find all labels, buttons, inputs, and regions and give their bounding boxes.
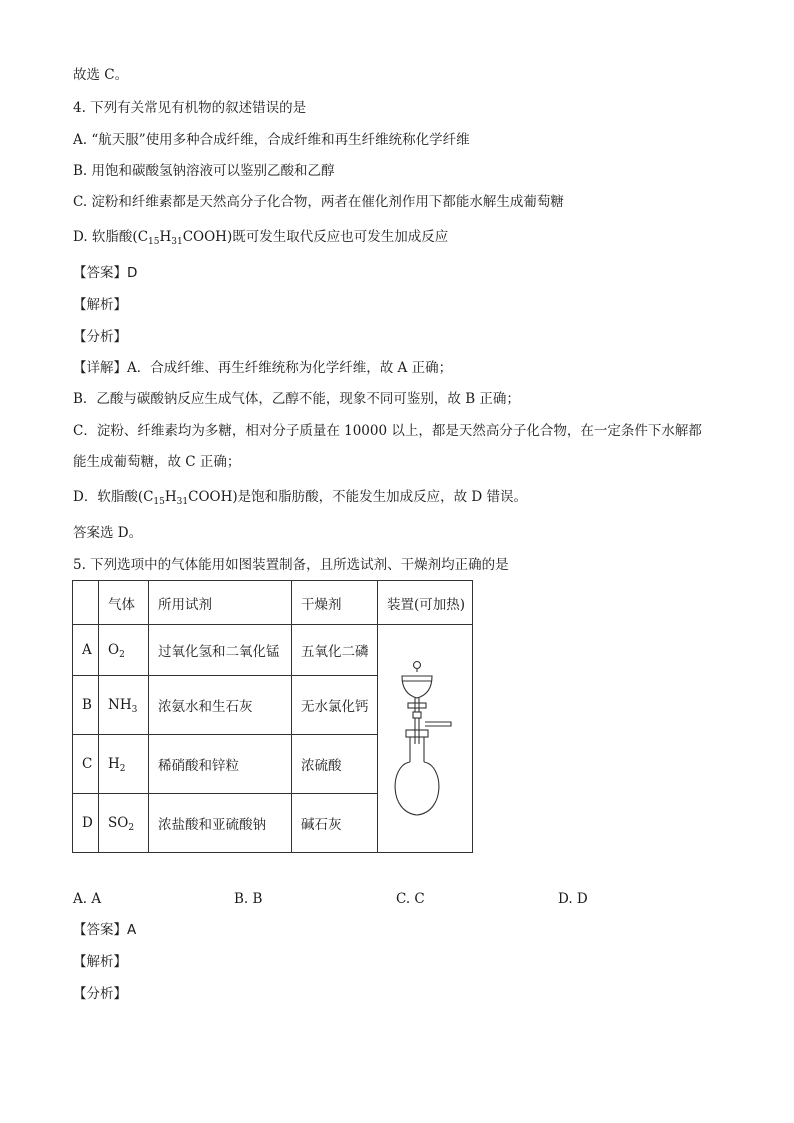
row-reagent: 稀硝酸和锌粒 <box>149 735 292 794</box>
table-row <box>73 625 473 676</box>
header-gas: 气体 <box>99 581 149 625</box>
q4-fenxi-label: 【分析】 <box>73 329 127 345</box>
row-label: D <box>73 794 99 853</box>
q4-detail-c-line1: C．淀粉、纤维素均为多糖，相对分子质量在 10000 以上，都是天然高分子化合物，在一定条件下水解都 <box>73 423 702 439</box>
q4-final-select: 答案选 D。 <box>73 525 143 541</box>
row-label: B <box>73 676 99 735</box>
q5-option-b: B. B <box>234 891 263 907</box>
row-label: C <box>73 735 99 794</box>
row-dryer: 浓硫酸 <box>292 735 378 794</box>
q5-analysis-label: 【解析】 <box>73 954 127 970</box>
q5-fenxi-label: 【分析】 <box>73 986 127 1002</box>
row-gas: $NH_3$ <box>99 676 149 735</box>
q4-analysis-label: 【解析】 <box>73 297 127 313</box>
q4-option-a: A. “航天服”使用多种合成纤维，合成纤维和再生纤维统称化学纤维 <box>73 132 470 148</box>
prev-answer-select: 故选 C。 <box>73 67 129 83</box>
row-reagent: 过氧化氢和二氧化锰 <box>149 625 292 676</box>
q5-answer: 【答案】A <box>73 922 137 938</box>
row-dryer: 无水氯化钙 <box>292 676 378 735</box>
q4-option-d: D. 软脂酸$(C_{15}H_{31}COOH)$既可发生取代反应也可发生加成反应 <box>73 229 449 247</box>
row-gas: $O_2$ <box>99 625 149 676</box>
apparatus-cell <box>378 625 473 853</box>
q4-option-b: B. 用饱和碳酸氢钠溶液可以鉴别乙酸和乙醇 <box>73 163 335 179</box>
q4-answer: 【答案】D <box>73 265 138 281</box>
header-dryer: 干燥剂 <box>292 581 378 625</box>
q5-option-c: C. C <box>396 891 425 907</box>
row-label: A <box>73 625 99 676</box>
row-reagent: 浓盐酸和亚硫酸钠 <box>149 794 292 853</box>
q4-detail-a: 【详解】A．合成纤维、再生纤维统称为化学纤维，故 A 正确； <box>73 360 453 376</box>
row-dryer: 五氧化二磷 <box>292 625 378 676</box>
header-reagent: 所用试剂 <box>149 581 292 625</box>
q5-option-a: A. A <box>73 891 102 907</box>
row-gas: $SO_2$ <box>99 794 149 853</box>
flask-apparatus-figure <box>385 652 465 822</box>
table-header-row <box>73 581 473 625</box>
q5-stem: 5. 下列选项中的气体能用如图装置制备，且所选试剂、干燥剂均正确的是 <box>73 557 509 573</box>
q5-table <box>72 580 473 853</box>
row-dryer: 碱石灰 <box>292 794 378 853</box>
row-gas: $H_2$ <box>99 735 149 794</box>
row-reagent: 浓氨水和生石灰 <box>149 676 292 735</box>
q4-detail-c-line2: 能生成葡萄糖，故 C 正确； <box>73 454 241 470</box>
q4-stem: 4. 下列有关常见有机物的叙述错误的是 <box>73 100 307 116</box>
q5-option-d: D. D <box>558 891 588 907</box>
header-apparatus: 装置(可加热) <box>378 581 473 625</box>
q4-detail-d: D．软脂酸$(C_{15}H_{31}COOH)$是饱和脂肪酸，不能发生加成反应，故 D 错误。 <box>73 489 528 507</box>
q4-option-c: C. 淀粉和纤维素都是天然高分子化合物，两者在催化剂作用下都能水解生成葡萄糖 <box>73 194 564 210</box>
q4-detail-b: B．乙酸与碳酸钠反应生成气体，乙醇不能，现象不同可鉴别，故 B 正确； <box>73 391 520 407</box>
